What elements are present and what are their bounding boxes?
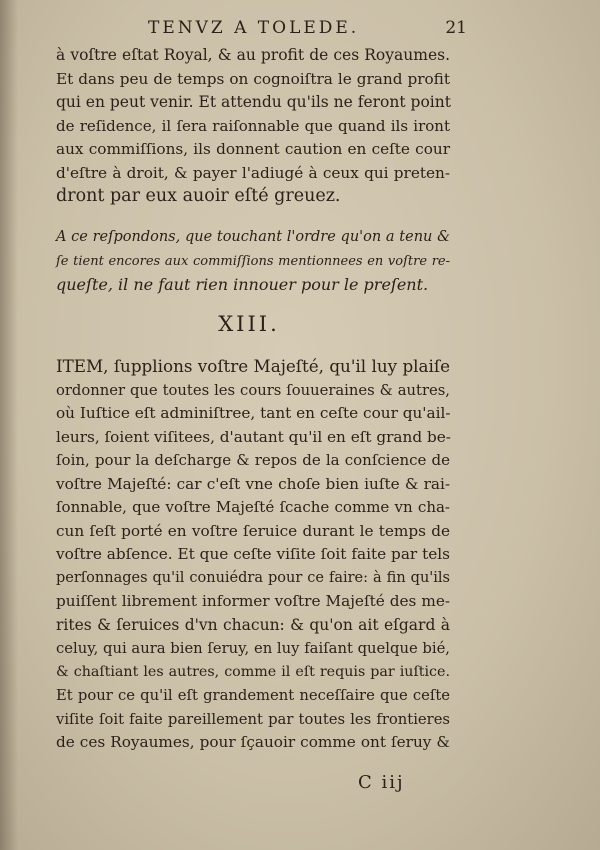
note-line: A ce reſpondons, que touchant l'ordre qu'on a tenu &	[56, 229, 450, 245]
paragraph-2	[56, 355, 450, 755]
note-line: queſte, il ne faut rien innouer pour le preſent.	[56, 275, 429, 294]
text-line: Et dans peu de temps on cognoiſtra le grand profit	[56, 69, 450, 88]
text-line: celuy, qui aura bien ſeruy, en luy faiſant quelque bié,	[56, 640, 450, 657]
text-line: Et pour ce qu'il eſt grandement neceſſaire que ceſte	[56, 687, 450, 704]
text-line: ITEM, ſupplions voſtre Majeſté, qu'il luy plaiſe	[56, 356, 450, 376]
text-line: leurs, ſoient viſitees, d'autant qu'il en eſt grand be-	[56, 427, 451, 446]
text-line: voſtre abſence. Et que ceſte viſite ſoit faite par tels	[56, 545, 450, 563]
text-line: aux commiſſions, ils donnent caution en ceſte cour	[56, 140, 450, 158]
text-line: où Iuſtice eſt adminiſtree, tant en ceſte cour qu'ail-	[56, 404, 451, 422]
text-line: cun ſeſt porté en voſtre ſeruice durant le temps de	[56, 521, 450, 540]
text-line: de ces Royaumes, pour ſçauoir comme ont ſeruy &	[56, 733, 450, 751]
response-note	[56, 226, 450, 297]
section-heading	[0, 312, 600, 336]
page-number: 21	[445, 18, 467, 38]
text-line: de reſidence, il ſera raiſonnable que quand ils iront	[56, 116, 450, 135]
gutter-shadow	[0, 0, 18, 850]
text-line: puiſſent librement informer voſtre Majeſté des me-	[56, 592, 450, 610]
signature-mark: C iij	[358, 772, 405, 793]
section-number: XIII.	[218, 312, 280, 336]
text-line: ordonner que toutes les cours ſouueraines & autres,	[56, 381, 450, 399]
text-line: viſite ſoit faite pareillement par toutes les frontieres	[56, 710, 450, 728]
note-line: ſe tient encores aux commiſſions mentionnees en voſtre re-	[56, 253, 450, 269]
text-line: dront par eux auoir eſté greuez.	[56, 186, 341, 206]
paragraph-1	[56, 44, 450, 209]
text-line: perſonnages qu'il conuiédra pour ce faire: à fin qu'ils	[56, 569, 450, 586]
text-line: ſoin, pour la deſcharge & repos de la conſcience de	[56, 451, 450, 469]
text-line: rites & ſeruices d'vn chacun: & qu'on ait eſgard à	[56, 615, 450, 634]
text-line: voſtre Majeſté: car c'eſt vne choſe bien iuſte & rai-	[56, 474, 450, 493]
running-title: TENVZ A TOLEDE.	[148, 18, 360, 38]
text-line: & chaſtiant les autres, comme il eſt requis par iuſtice.	[56, 663, 450, 680]
text-line: ſonnable, que voſtre Majeſté ſcache comme vn cha-	[56, 498, 450, 516]
text-line: d'eſtre à droit, & payer l'adiugé à ceux qui preten-	[56, 163, 450, 182]
page-header	[0, 18, 600, 46]
text-line: qui en peut venir. Et attendu qu'ils ne feront point	[56, 93, 451, 111]
text-line: à voſtre eſtat Royal, & au profit de ces Royaumes.	[56, 46, 450, 64]
